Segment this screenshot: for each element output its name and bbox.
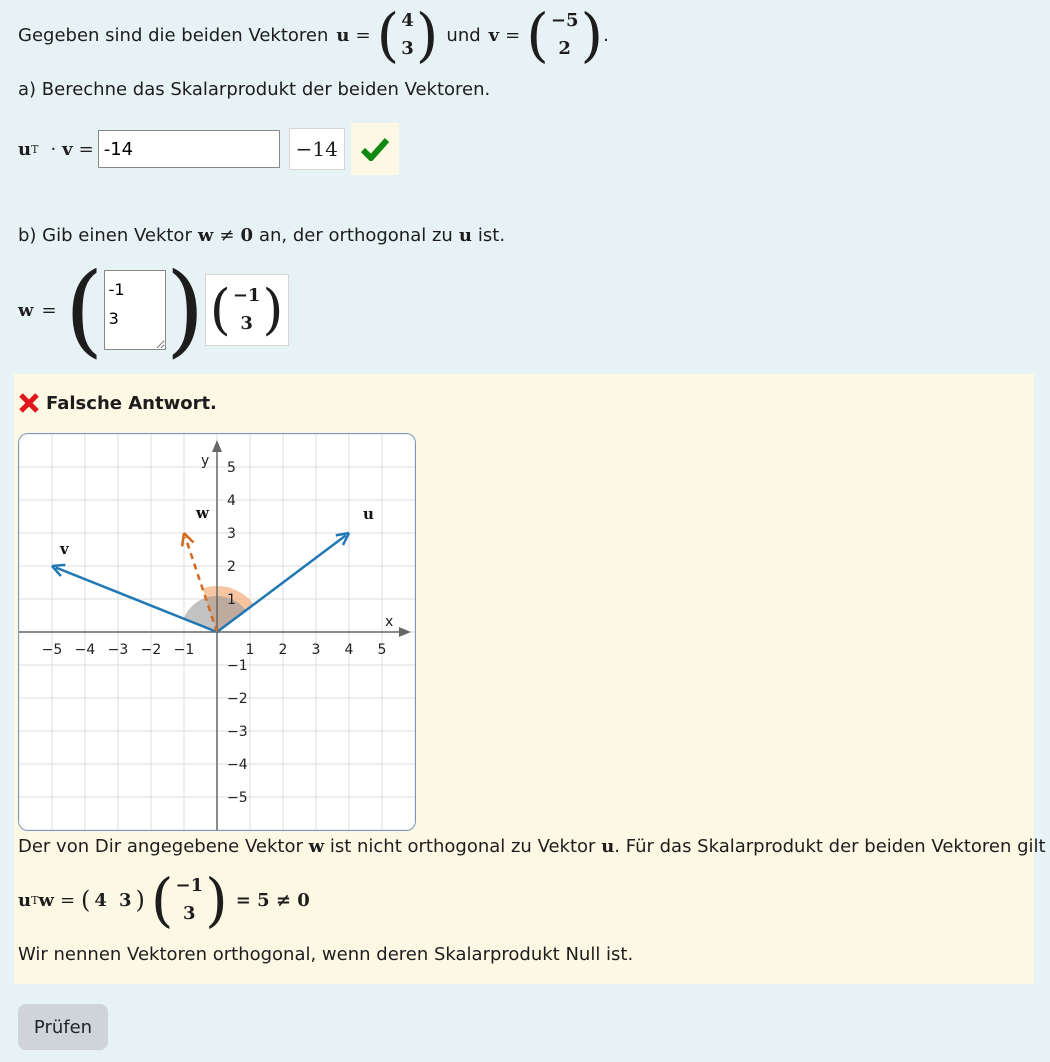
feedback-title: Falsche Antwort. xyxy=(46,392,217,414)
answer-b-textarea[interactable] xyxy=(104,270,166,350)
x-tick-label: 1 xyxy=(245,642,255,658)
answer-a-row: u T · v = -14 −14 xyxy=(18,128,399,170)
and-text: und xyxy=(446,24,481,46)
vector-u-line xyxy=(217,535,346,632)
vector-plot xyxy=(18,433,416,831)
x-tick-label: 4 xyxy=(344,642,354,658)
vector-u-label: u xyxy=(363,505,374,523)
check-button[interactable]: Prüfen xyxy=(18,1004,108,1050)
x-tick-label: 5 xyxy=(377,642,387,658)
intro-line: Gegeben sind die beiden Vektoren u = ( 4 3 ) und v = ( −5 2 ) . xyxy=(18,1,609,69)
x-tick-label: −2 xyxy=(140,642,162,658)
y-tick-label: −4 xyxy=(227,757,248,773)
y-axis-arrow xyxy=(212,440,222,452)
y-tick-label: 5 xyxy=(227,460,236,476)
vector-w-label: w xyxy=(196,504,209,522)
x-tick-label: 3 xyxy=(311,642,321,658)
vector-v-line xyxy=(56,567,217,632)
answer-a-input[interactable] xyxy=(98,130,280,168)
x-tick-label: −5 xyxy=(41,642,63,658)
y-tick-label: 3 xyxy=(227,526,236,542)
y-tick-label: −3 xyxy=(227,724,248,740)
x-axis-arrow xyxy=(399,627,411,637)
x-tick-label: 2 xyxy=(278,642,288,658)
feedback-equation: u T w = ( 4 3 ) ( −1 3 ) = 5 ≠ 0 xyxy=(18,866,310,934)
answer-a-preview: −14 xyxy=(289,128,345,170)
x-tick-label: −4 xyxy=(74,642,96,658)
v-vector: ( −5 2 ) xyxy=(526,1,604,69)
feedback-header xyxy=(18,392,217,414)
feedback-panel xyxy=(14,374,1046,984)
check-icon xyxy=(361,137,389,161)
y-tick-label: 2 xyxy=(227,559,236,575)
y-tick-label: −2 xyxy=(227,691,248,707)
feedback-paragraph-2: Wir nennen Vektoren orthogonal, wenn deren Skalarprodukt Null ist. xyxy=(18,944,634,965)
vector-v-label: v xyxy=(60,540,69,558)
question-a: a) Berechne das Skalarprodukt der beiden Vektoren. xyxy=(18,79,491,100)
y-tick-label: 1 xyxy=(227,592,236,608)
y-tick-label: −5 xyxy=(227,790,248,806)
y-axis-label: y xyxy=(201,453,210,469)
x-axis-label: x xyxy=(385,614,394,630)
correct-mark xyxy=(351,123,399,175)
u-symbol: u xyxy=(336,24,350,46)
cross-icon xyxy=(18,392,40,414)
vector-plot-svg xyxy=(19,434,415,830)
answer-b-row: w = ( -1 3 ) ( −1 3 ) xyxy=(18,258,289,362)
question-b: b) Gib einen Vektor w ≠ 0 an, der orthogonal zu u ist. xyxy=(18,225,506,246)
answer-b-preview: ( −1 3 ) xyxy=(205,274,289,346)
x-tick-label: −3 xyxy=(107,642,129,658)
intro-text: Gegeben sind die beiden Vektoren xyxy=(18,24,329,46)
feedback-paragraph-1: Der von Dir angegebene Vektor w ist nicht orthogonal zu Vektor u. Für das Skalarprodukt der beiden Vektoren gilt xyxy=(18,836,1046,857)
y-tick-label: 4 xyxy=(227,493,236,509)
v-symbol: v xyxy=(488,24,500,46)
y-tick-label: −1 xyxy=(227,658,248,674)
u-vector: ( 4 3 ) xyxy=(376,1,439,69)
x-tick-label: −1 xyxy=(173,642,195,658)
